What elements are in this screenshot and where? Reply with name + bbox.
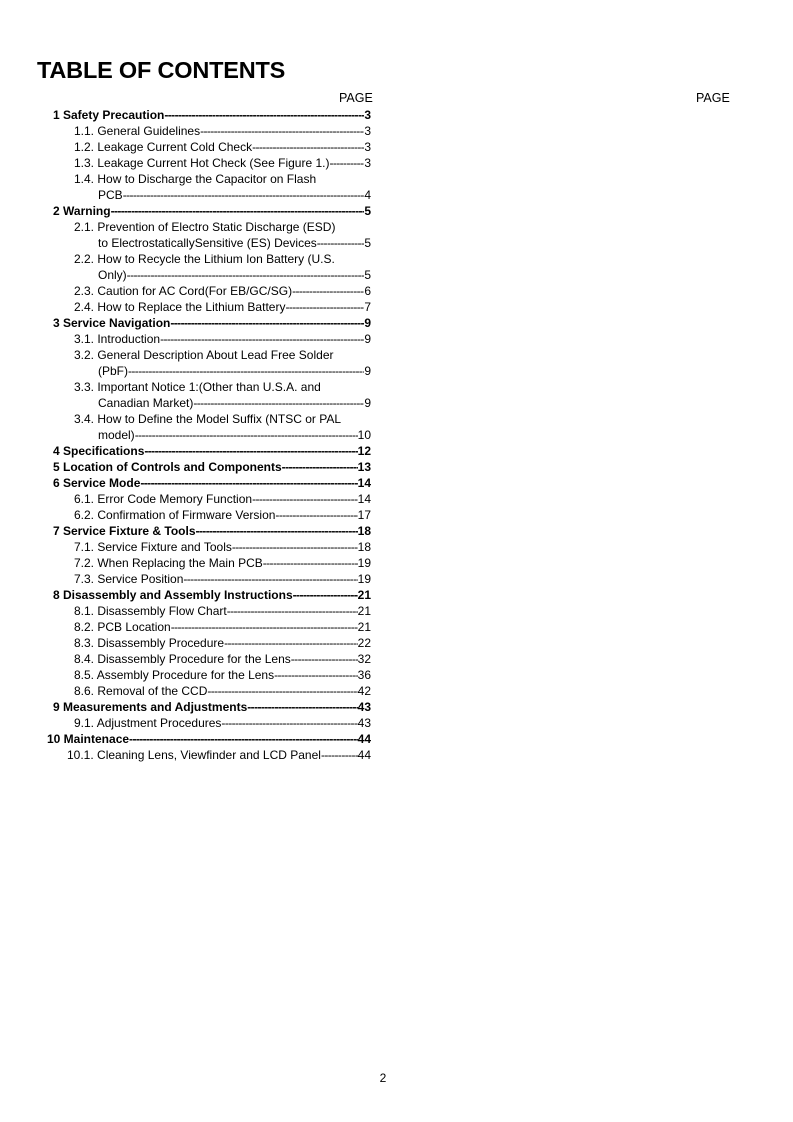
- toc-entry-page: 3: [364, 108, 371, 122]
- toc-section-entry[interactable]: [0, 747, 400, 763]
- toc-entry-page: 17: [357, 508, 371, 522]
- toc-section-entry[interactable]: [0, 219, 400, 235]
- toc-entry-continuation[interactable]: [0, 395, 400, 411]
- toc-entry-label: 7.2. When Replacing the Main PCB: [74, 556, 263, 570]
- toc-entry-label: 4 Specifications: [53, 444, 145, 458]
- dot-leader: [127, 267, 365, 283]
- toc-chapter-entry[interactable]: [0, 731, 400, 747]
- toc-entry-page: 6: [364, 284, 371, 298]
- toc-entry-page: 43: [357, 716, 371, 730]
- toc-entry-label: 8.2. PCB Location: [74, 620, 171, 634]
- toc-section-entry[interactable]: [0, 571, 400, 587]
- toc-entry-label-continued: (PbF): [98, 364, 128, 378]
- page-column-header-right: PAGE: [696, 91, 730, 105]
- toc-section-entry[interactable]: [0, 507, 400, 523]
- toc-entry-page: 32: [357, 652, 371, 666]
- toc-entry-page: 9: [364, 364, 371, 378]
- toc-entry-label: 8.1. Disassembly Flow Chart: [74, 604, 227, 618]
- toc-entry-page: 21: [357, 604, 371, 618]
- toc-section-entry[interactable]: [0, 603, 400, 619]
- toc-section-entry[interactable]: [0, 667, 400, 683]
- dot-leader: [293, 587, 358, 603]
- toc-entry-label-continued: model): [98, 428, 135, 442]
- dot-leader: [183, 571, 357, 587]
- dot-leader: [144, 443, 357, 459]
- toc-entry-page: 9: [364, 396, 371, 410]
- toc-entry-label: 6.1. Error Code Memory Function: [74, 492, 253, 506]
- toc-entry-page: 3: [364, 124, 371, 138]
- toc-entry-label-continued: to ElectrostaticallySensitive (ES) Devices: [98, 236, 317, 250]
- dot-leader: [247, 699, 357, 715]
- toc-entry-label: 3.2. General Description About Lead Free Solder: [74, 348, 334, 362]
- toc-entry-label: 6 Service Mode: [53, 476, 141, 490]
- toc-section-entry[interactable]: [0, 683, 400, 699]
- toc-entry-page: 19: [357, 572, 371, 586]
- toc-section-entry[interactable]: [0, 411, 400, 427]
- dot-leader: [291, 651, 358, 667]
- toc-entry-page: 19: [357, 556, 371, 570]
- toc-section-entry[interactable]: [0, 299, 400, 315]
- toc-section-entry[interactable]: [0, 283, 400, 299]
- toc-entry-label: 9 Measurements and Adjustments: [53, 700, 248, 714]
- dot-leader: [129, 731, 358, 747]
- toc-entry-page: 44: [357, 748, 371, 762]
- toc-section-entry[interactable]: [0, 619, 400, 635]
- toc-entry-page: 9: [364, 316, 371, 330]
- page-number: 2: [379, 1071, 387, 1085]
- toc-entry-page: 22: [357, 636, 371, 650]
- dot-leader: [123, 187, 365, 203]
- dot-leader: [263, 555, 358, 571]
- toc-entry-page: 7: [364, 300, 371, 314]
- toc-section-entry[interactable]: [0, 491, 400, 507]
- toc-entry-label: 7 Service Fixture & Tools: [53, 524, 196, 538]
- toc-entry-label-continued: PCB: [98, 188, 123, 202]
- toc-section-entry[interactable]: [0, 155, 400, 171]
- toc-section-entry[interactable]: [0, 123, 400, 139]
- toc-entry-continuation[interactable]: [0, 427, 400, 443]
- toc-entry-label: 10.1. Cleaning Lens, Viewfinder and LCD Panel: [67, 748, 321, 762]
- toc-chapter-entry[interactable]: [0, 315, 400, 331]
- dot-leader: [200, 123, 364, 139]
- toc-section-entry[interactable]: [0, 331, 400, 347]
- toc-entry-label: 8.6. Removal of the CCD: [74, 684, 208, 698]
- dot-leader: [164, 107, 364, 123]
- page-column-header-left: PAGE: [339, 91, 373, 105]
- toc-entry-label: 5 Location of Controls and Components: [53, 460, 282, 474]
- dot-leader: [329, 155, 364, 171]
- toc-entry-page: 5: [364, 236, 371, 250]
- toc-chapter-entry[interactable]: [0, 699, 400, 715]
- toc-entry-label: 10 Maintenace: [47, 732, 130, 746]
- dot-leader: [227, 603, 358, 619]
- toc-chapter-entry[interactable]: [0, 459, 400, 475]
- toc-section-entry[interactable]: [0, 347, 400, 363]
- dot-leader: [170, 315, 364, 331]
- dot-leader: [317, 235, 365, 251]
- toc-entry-label: 1.4. How to Discharge the Capacitor on Flash: [74, 172, 317, 186]
- dot-leader: [292, 283, 364, 299]
- toc-entry-label: 3.3. Important Notice 1:(Other than U.S.A. and: [74, 380, 321, 394]
- toc-entry-label: 2.2. How to Recycle the Lithium Ion Battery (U.S.: [74, 252, 335, 266]
- dot-leader: [285, 299, 364, 315]
- toc-section-entry[interactable]: [0, 555, 400, 571]
- toc-section-entry[interactable]: [0, 539, 400, 555]
- toc-entry-page: 18: [357, 540, 371, 554]
- toc-section-entry[interactable]: [0, 171, 400, 187]
- toc-entry-label: 1 Safety Precaution: [53, 108, 165, 122]
- toc-section-entry[interactable]: [0, 651, 400, 667]
- toc-entry-continuation[interactable]: [0, 363, 400, 379]
- dot-leader: [111, 203, 365, 219]
- dot-leader: [274, 667, 358, 683]
- toc-entry-label: 8 Disassembly and Assembly Instructions: [53, 588, 293, 602]
- dot-leader: [252, 139, 364, 155]
- dot-leader: [224, 635, 358, 651]
- page-title: TABLE OF CONTENTS: [37, 57, 286, 83]
- dot-leader: [128, 363, 364, 379]
- toc-entry-page: 12: [357, 444, 371, 458]
- dot-leader: [171, 619, 358, 635]
- dot-leader: [221, 715, 357, 731]
- toc-entry-label: 7.1. Service Fixture and Tools: [74, 540, 232, 554]
- table-of-contents: [0, 107, 400, 763]
- toc-chapter-entry[interactable]: [0, 587, 400, 603]
- dot-leader: [160, 331, 364, 347]
- toc-chapter-entry[interactable]: [0, 523, 400, 539]
- toc-entry-page: 43: [357, 700, 371, 714]
- toc-entry-page: 14: [357, 492, 371, 506]
- toc-entry-label: 2.4. How to Replace the Lithium Battery: [74, 300, 286, 314]
- dot-leader: [282, 459, 358, 475]
- dot-leader: [135, 427, 358, 443]
- toc-entry-page: 42: [357, 684, 371, 698]
- toc-entry-page: 10: [357, 428, 371, 442]
- toc-entry-label: 2 Warning: [53, 204, 111, 218]
- dot-leader: [321, 747, 358, 763]
- toc-entry-label: 7.3. Service Position: [74, 572, 184, 586]
- toc-entry-page: 18: [357, 524, 371, 538]
- toc-section-entry[interactable]: [0, 251, 400, 267]
- toc-entry-label-continued: Canadian Market): [98, 396, 194, 410]
- dot-leader: [252, 491, 358, 507]
- toc-chapter-entry[interactable]: [0, 443, 400, 459]
- toc-chapter-entry[interactable]: [0, 107, 400, 123]
- toc-section-entry[interactable]: [0, 635, 400, 651]
- toc-entry-page: 13: [357, 460, 371, 474]
- dot-leader: [193, 395, 364, 411]
- toc-section-entry[interactable]: [0, 379, 400, 395]
- toc-section-entry[interactable]: [0, 715, 400, 731]
- toc-entry-label: 8.5. Assembly Procedure for the Lens: [74, 668, 275, 682]
- toc-section-entry[interactable]: [0, 139, 400, 155]
- toc-chapter-entry[interactable]: [0, 203, 400, 219]
- toc-entry-label: 3 Service Navigation: [53, 316, 171, 330]
- toc-entry-label: 9.1. Adjustment Procedures: [74, 716, 222, 730]
- toc-entry-continuation[interactable]: [0, 235, 400, 251]
- toc-entry-label: 2.1. Prevention of Electro Static Discharge (ESD): [74, 220, 336, 234]
- toc-entry-page: 3: [364, 156, 371, 170]
- toc-entry-label: 3.4. How to Define the Model Suffix (NTSC or PAL: [74, 412, 342, 426]
- toc-chapter-entry[interactable]: [0, 475, 400, 491]
- dot-leader: [196, 523, 358, 539]
- toc-entry-label: 1.2. Leakage Current Cold Check: [74, 140, 253, 154]
- toc-entry-label: 8.3. Disassembly Procedure: [74, 636, 225, 650]
- toc-entry-label-continued: Only): [98, 268, 127, 282]
- toc-entry-page: 3: [364, 140, 371, 154]
- toc-entry-page: 14: [357, 476, 371, 490]
- toc-entry-page: 4: [364, 188, 371, 202]
- toc-entry-label: 3.1. Introduction: [74, 332, 161, 346]
- toc-entry-label: 2.3. Caution for AC Cord(For EB/GC/SG): [74, 284, 293, 298]
- toc-entry-label: 1.3. Leakage Current Hot Check (See Figure 1.): [74, 156, 330, 170]
- toc-entry-page: 9: [364, 332, 371, 346]
- toc-entry-page: 21: [357, 620, 371, 634]
- dot-leader: [275, 507, 357, 523]
- toc-entry-page: 21: [357, 588, 371, 602]
- toc-entry-label: 1.1. General Guidelines: [74, 124, 201, 138]
- dot-leader: [232, 539, 358, 555]
- toc-entry-page: 36: [357, 668, 371, 682]
- toc-entry-label: 6.2. Confirmation of Firmware Version: [74, 508, 276, 522]
- toc-entry-continuation[interactable]: [0, 267, 400, 283]
- toc-entry-page: 5: [364, 268, 371, 282]
- toc-entry-continuation[interactable]: [0, 187, 400, 203]
- toc-entry-page: 44: [357, 732, 371, 746]
- dot-leader: [207, 683, 357, 699]
- toc-entry-label: 8.4. Disassembly Procedure for the Lens: [74, 652, 291, 666]
- dot-leader: [140, 475, 357, 491]
- toc-entry-page: 5: [364, 204, 371, 218]
